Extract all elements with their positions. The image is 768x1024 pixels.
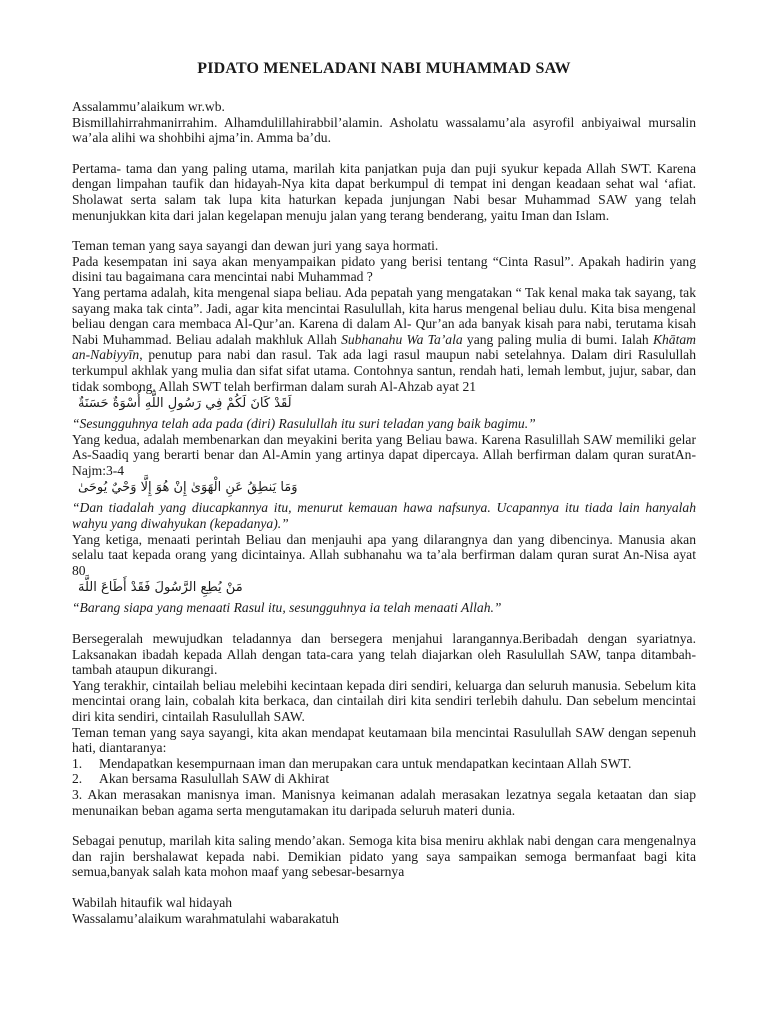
list-item <box>72 756 696 772</box>
point-one-italic-1: Subhanahu Wa Ta’ala <box>341 331 463 347</box>
point-one-text-b: yang paling mulia di bumi. Ialah <box>462 331 653 347</box>
closing-paragraph: Sebagai penutup, marilah kita saling mendo’akan. Semoga kita bisa meniru akhlak nabi dengan cara mengenalnya dan rajin bershalawat kepada nabi. Demikian pidato yang saya sampaikan semoga bermanfaat bagi kita semua,banyak salah kata mohon maaf yang sebesar-besarnya <box>72 833 696 880</box>
closing-wabilah: Wabilah hitaufik wal hidayah <box>72 894 233 910</box>
emulate-paragraph: Bersegeralah mewujudkan teladannya dan bersegera menjahui larangannya.Beribadah dengan syariatnya. Laksanakan ibadah kepada Allah dengan tata-cara yang telah diajarkan oleh Rasulullah SAW, tanpa ditambah-tambah ataupun dikurangi. <box>72 631 696 678</box>
closing-salam: Wassalamu’alaikum warahmatulahi wabarakatuh <box>72 910 339 926</box>
benefits-intro: Teman teman yang saya sayangi, kita akan mendapat keutamaan bila mencintai Rasulullah SAW dengan sepenuh hati, diantaranya: <box>72 724 696 756</box>
arabic-verse-an-nisa: مَنْ يُطِعِ الرَّسُولَ فَقَدْ أَطَاعَ اللَّهَ <box>78 580 243 596</box>
point-two-paragraph: Yang kedua, adalah membenarkan dan meyakini berita yang Beliau bawa. Karena Rasulillah SAW memiliki gelar As-Saadiq yang berarti benar dan Al-Amin yang artinya dapat dipercaya. Allah berfirman dalam quran suratAn-Najm:3-4 <box>72 431 696 478</box>
opening-basmalah: Bismillahirrahmanirrahim. Alhamdulillahirabbil’alamin. Asholatu wassalamu’ala asyrofil anbiyaiwal mursalin wa’ala alihi wa shohbihi ajma’in. Amma ba’du. <box>72 114 696 146</box>
last-point-paragraph: Yang terakhir, cintailah beliau melebihi kecintaan kepada diri sendiri, keluarga dan seluruh manusia. Sebelum kita mencintai orang lain, cobalah kita berkaca, dan cintailah diri kita sendiri terlebih dahulu. Dan sebelum mencintai diri kita sendiri, cintailah Rasulullah SAW. <box>72 677 696 724</box>
point-one-text-a: Yang pertama adalah, kita mengenal siapa beliau. Ada pepatah yang mengatakan “ Tak kenal maka tak sayang, tak sayang maka tak cinta”. Jadi, agar kita mencintai Rasulullah, kita harus mengenal beliau dulu. Kita bisa mengenal beliau dengan cara membaca Al-Qur’an. Karena di dalam Al- Qur’an ada banyak kisah para nabi, terutama kisah Nabi Muhammad. Beliau adalah makhluk Allah <box>72 284 696 347</box>
point-three-paragraph: Yang ketiga, menaati perintah Beliau dan menjauhi apa yang dilarangnya dan yang dibencinya. Manusia akan selalu taat kepada orang yang dicintainya. Allah subhanahu wa ta’ala berfirman dalam quran surat An-Nisa ayat 80 <box>72 531 696 578</box>
opening-salam: Assalammu’alaikum wr.wb. <box>72 99 225 114</box>
paragraph-opening-praise: Pertama- tama dan yang paling utama, marilah kita panjatkan puja dan puji syukur kepada Allah SWT. Karena dengan limpahan taufik dan hidayah-Nya kita dapat berkumpul di tempat ini dengan keadaan sehat wal ‘afiat. Sholawat serta salam tak lupa kita haturkan kepada junjungan Nabi besar Muhammad SAW yang telah menunjukkan kita dari jalan kegelapan menuju jalan yang terang benderang, yaitu Iman dan Islam. <box>72 160 696 223</box>
list-item <box>72 771 696 787</box>
quote-al-ahzab: “Sesungguhnya telah ada pada (diri) Rasulullah itu suri teladan yang baik bagimu.” <box>72 416 536 432</box>
list-number: 1. <box>72 755 83 771</box>
list-text: Mendapatkan kesempurnaan iman dan merupakan cara untuk mendapatkan kecintaan Allah SWT. <box>99 755 632 771</box>
arabic-verse-al-ahzab: لَقَدْ كَانَ لَكُمْ فِي رَسُولِ اللَّهِ أُسْوَةٌ حَسَنَةٌ <box>78 396 292 412</box>
list-item-three: 3. Akan merasakan manisnya iman. Manisnya keimanan adalah merasakan lezatnya segala ketaatan dan siap menunaikan beban agama serta mengutamakan itu daripada seluruh materi dunia. <box>72 786 696 818</box>
quote-an-najm: “Dan tiadalah yang diucapkannya itu, menurut kemauan hawa nafsunya. Ucapannya itu tiada lain hanyalah wahyu yang diwahyukan (kepadanya).” <box>72 500 696 532</box>
topic-line: Pada kesempatan ini saya akan menyampaikan pidato yang berisi tentang “Cinta Rasul”. Apakah hadirin yang disini tau bagaimana cara mencintai nabi Muhammad ? <box>72 253 696 285</box>
greeting-line: Teman teman yang saya sayangi dan dewan juri yang saya hormati. <box>72 238 439 254</box>
page-title: PIDATO MENELADANI NABI MUHAMMAD SAW <box>197 60 571 77</box>
arabic-verse-an-najm: وَمَا يَنطِقُ عَنِ الْهَوَىٰ إِنْ هُوَ إِلَّا وَحْيٌ يُوحَىٰ <box>78 480 298 496</box>
list-number: 2. <box>72 771 83 787</box>
point-one-text-c: , penutup para nabi dan rasul. Tak ada lagi rasul maupun nabi setelahnya. Dalam diri Rasulullah terkumpul akhlak yang mulia dan sifat sifat utama. Contohnya santun, rendah hati, lemah lembut, jujur, sabar, dan tidak sombong. Allah SWT telah berfirman dalam surah Al-Ahzab ayat 21 <box>72 347 696 394</box>
quote-an-nisa: “Barang siapa yang menaati Rasul itu, sesungguhnya ia telah menaati Allah.” <box>72 600 502 616</box>
point-one-paragraph <box>72 285 696 394</box>
list-text: Akan bersama Rasulullah SAW di Akhirat <box>99 771 330 787</box>
point-one-italic-2: Khātam an-Nabiyyīn <box>72 331 696 363</box>
